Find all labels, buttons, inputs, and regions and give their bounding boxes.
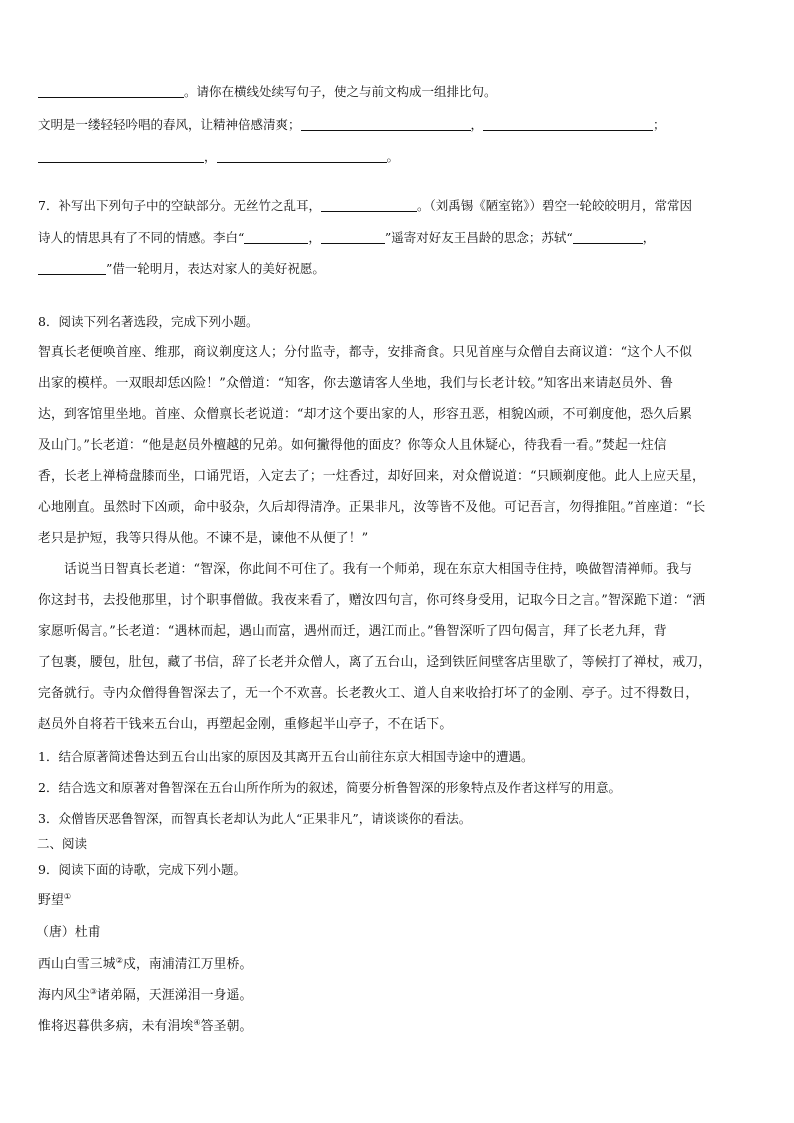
excerpt-line: 完备就行。寺内众僧得鲁智深去了，无一个不欢喜。长老教火工、道人自来收拾打坏了的金刚、亭子。过不得数日，: [38, 686, 699, 701]
excerpt-line: 智真长老便唤首座、维那，商议剃度这人；分付监寺，都寺，安排斋食。只见首座与众僧自去商议道：“这个人不似: [38, 345, 693, 360]
q6-line-2: 文明是一缕轻轻吟唱的春风，让精神倍感清爽； ， ；: [38, 117, 666, 132]
q7-line-1: 7．补写出下列句子中的空缺部分。无丝竹之乱耳， 。（刘禹锡《陋室铭》）碧空一轮皎皎明月，常常因: [38, 198, 692, 213]
q8-subquestion-1: 1．结合原著简述鲁达到五台山出家的原因及其离开五台山前往东京大相国寺途中的遭遇。: [38, 749, 534, 764]
poem-line: 西山白雪三城②戍，南浦清江万里桥。: [38, 956, 253, 972]
answer-blank[interactable]: [38, 150, 204, 163]
poem-title: 野望①: [38, 892, 72, 908]
answer-blank[interactable]: [301, 118, 471, 131]
q6-line-1: 。请你在横线处续写句子，使之与前文构成一组排比句。: [38, 84, 497, 100]
answer-blank[interactable]: [244, 231, 308, 244]
q8-heading: 8．阅读下列名著选段，完成下列小题。: [38, 314, 259, 329]
answer-blank[interactable]: [573, 231, 643, 244]
q9-heading: 9．阅读下面的诗歌，完成下列小题。: [38, 862, 246, 877]
excerpt-line: 赵员外自将若干钱来五台山，再塑起金刚，重修起半山亭子，不在话下。: [38, 717, 453, 732]
excerpt-line: 话说当日智真长老道：“智深，你此间不可住了。我有一个师弟，现在东京大相国寺住持，唤做智清禅师。我与: [64, 562, 693, 577]
section-heading: 二、阅读: [37, 836, 88, 851]
poem-line: 海内风尘③诸弟隔，天涯涕泪一身遥。: [38, 987, 253, 1003]
excerpt-line: 出家的模样。一双眼却恁凶险！”众僧道：“知客，你去邀请客人坐地，我们与长老计较。”知客出来请赵员外、鲁: [38, 376, 674, 391]
excerpt-line: 老只是护短，我等只得从他。不谏不是，谏他不从便了！”: [38, 531, 369, 546]
answer-blank[interactable]: [321, 199, 417, 212]
q7-line-2: 诗人的情思具有了不同的情感。李白“ ， ”遥寄对好友王昌龄的思念；苏轼“ ，: [38, 230, 656, 245]
answer-blank[interactable]: [321, 231, 385, 244]
excerpt-line: 心地刚直。虽然时下凶顽，命中驳杂，久后却得清净。正果非凡，汝等皆不及他。可记吾言，勿得推阻。”首座道：“长: [38, 500, 706, 515]
excerpt-line: 了包裹，腰包，肚包，藏了书信，辞了长老并众僧人，离了五台山，迳到铁匠间壁客店里歇了，等候打了禅杖，戒刀，: [38, 655, 712, 670]
q7-line-3: ”借一轮明月，表达对家人的美好祝愿。: [38, 261, 325, 277]
answer-blank[interactable]: [217, 150, 387, 163]
excerpt-line: 香，长老上禅椅盘膝而坐，口诵咒语，入定去了；一炷香过，却好回来，对众僧说道：“只顾剃度他。此人上应天星，: [38, 469, 705, 484]
q6-line-3: ， 。: [38, 149, 399, 165]
answer-blank[interactable]: [38, 262, 106, 275]
poem-author: （唐）杜甫: [36, 925, 101, 940]
answer-blank[interactable]: [483, 118, 653, 131]
excerpt-line: 家愿听偈言。”长老道：“遇林而起，遇山而富，遇州而迁，遇江而止。”鲁智深听了四句偈言，拜了长老九拜，背: [38, 624, 667, 639]
excerpt-line: 达，到客馆里坐地。首座、众僧禀长老说道：“却才这个要出家的人，形容丑恶，相貌凶顽，不可剃度他，恐久后累: [38, 407, 693, 422]
excerpt-line: 你这封书，去投他那里，讨个职事僧做。我夜来看了，赠汝四句言，你可终身受用，记取今日之言。”智深跪下道：“洒: [38, 593, 706, 608]
q8-subquestion-2: 2．结合选文和原著对鲁智深在五台山所作所为的叙述，简要分析鲁智深的形象特点及作者这样写的用意。: [38, 780, 621, 795]
answer-blank[interactable]: [38, 85, 184, 98]
poem-line: 惟将迟暮供多病，未有涓埃④答圣朝。: [38, 1018, 253, 1034]
q8-subquestion-3: 3．众僧皆厌恶鲁智深，而智真长老却认为此人“正果非凡”，请谈谈你的看法。: [38, 811, 472, 826]
excerpt-line: 及山门。”长老道：“他是赵员外檀越的兄弟。如何撇得他的面皮？你等众人且休疑心，待我看一看。”焚起一炷信: [38, 438, 667, 453]
